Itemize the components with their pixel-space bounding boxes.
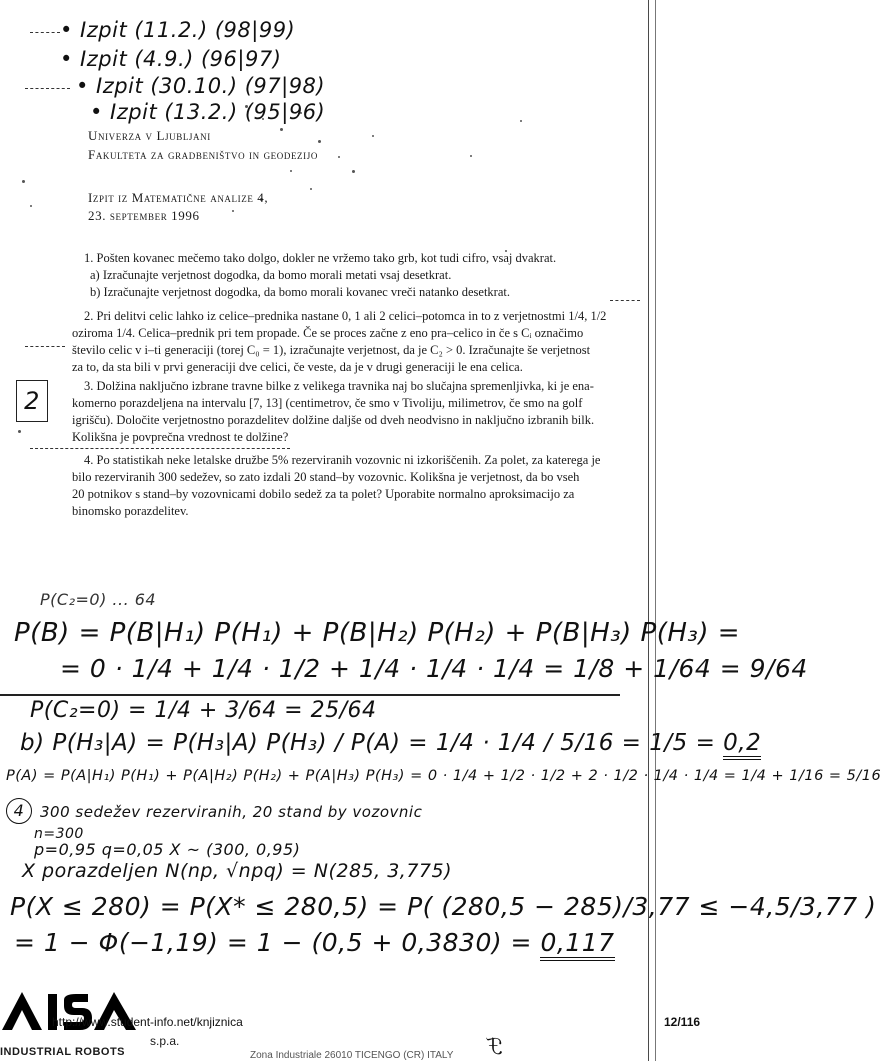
solution-final-step: = 1 − Φ(−1,19) = 1 − (0,5 + 0,3830) = xyxy=(14,928,532,957)
faculty-name: Fakulteta za gradbeništvo in geodezijo xyxy=(88,147,318,162)
scribble-mark xyxy=(30,448,290,449)
scribble-mark xyxy=(30,32,60,33)
problem-line: 2. Pri delitvi celic lahko iz celice–prednika nastane 0, 1 ali 2 celici–potomca in to z verjetnostmi 1/4, 1/2 xyxy=(84,309,607,323)
problem-line: b) Izračunajte verjetnost dogodka, da bomo morali kovanec vreči natanko desetkrat. xyxy=(90,285,510,299)
final-answer-4: 0,117 xyxy=(540,928,614,961)
solution-line: 300 sedežev rezerviranih, 20 stand by vozovnic xyxy=(40,803,423,821)
exam-note-3: • Izpit (30.10.) (97|98) xyxy=(76,74,326,98)
divider-line xyxy=(0,694,620,696)
exam-note-4: • Izpit (13.2.) (95|96) xyxy=(90,100,326,124)
solution-line: P(C₂=0) = 1/4 + 3/64 = 25/64 xyxy=(30,698,377,723)
problem-line: Kolikšna je povprečna vrednost te dolžine? xyxy=(72,430,289,444)
exam-title: Izpit iz Matematične analize 4, xyxy=(88,190,269,205)
problem-line: bilo rezerviranih 300 sedežev, so zato izdali 20 stand–by vozovnic. Kolikšna je verjetnost, da bo vseh xyxy=(72,470,580,484)
problem-line: za to, da sta bili v prvi generaciji dve celici, če veste, da je v drugi generaciji le ena celica. xyxy=(72,360,523,374)
margin-note-box: 2 xyxy=(16,380,48,422)
library-link[interactable]: http://www.student-info.net/knjiznica xyxy=(52,1015,243,1029)
solution-line: P(X ≤ 280) = P(X* ≤ 280,5) = P( (280,5 − 285)/3,77 ≤ −4,5/3,77 ) xyxy=(10,892,877,921)
solution-line: P(A) = P(A|H₁) P(H₁) + P(A|H₂) P(H₂) + P(A|H₃) P(H₃) = 0 · 1/4 + 1/2 · 1/2 + 2 · 1/2 · 1/4 · 1/4 = 1/4 + 1/16 = 5/16 xyxy=(6,768,881,784)
company-suffix: s.p.a. xyxy=(150,1034,180,1048)
problem-line: binomsko porazdelitev. xyxy=(72,504,189,518)
solution-line xyxy=(14,928,615,957)
problem-line: komerno porazdeljena na intervalu [7, 13] (centimetrov, če smo v Tivoliju, milimetrov, če smo na golf xyxy=(72,396,583,410)
company-tag: INDUSTRIAL ROBOTS xyxy=(0,1046,126,1058)
scribble-mark xyxy=(25,346,65,347)
scribble-mark xyxy=(610,300,640,301)
problem-line: oziroma 1/4. Celica–prednik pri tem propade. Če se proces začne z eno pra–celico in če s Cᵢ označimo xyxy=(72,326,584,340)
signature-scribble: ℱ xyxy=(485,1035,503,1060)
problem-line: 1. Pošten kovanec mečemo tako dolgo, dokler ne vržemo tako grb, kot tudi cifro, vsaj dvakrat. xyxy=(84,251,557,265)
problem-line: 4. Po statistikah neke letalske družbe 5% rezerviranih vozovnic ni izkoriščenih. Za polet, za katerega je xyxy=(84,453,601,467)
exam-note-1: • Izpit (11.2.) (98|99) xyxy=(60,18,296,42)
circled-problem-number: 4 xyxy=(6,798,32,824)
solution-line: n=300 xyxy=(34,826,84,842)
solution-line: = 0 · 1/4 + 1/4 · 1/2 + 1/4 · 1/4 · 1/4 = 1/8 + 1/64 = 9/64 xyxy=(60,654,808,683)
university-name: Univerza v Ljubljani xyxy=(88,128,211,143)
problem-line: 3. Dolžina naključno izbrane travne bilke z velikega travnika naj bo slučajna spremenljivka, ki je ena- xyxy=(84,379,594,393)
exam-note-2: • Izpit (4.9.) (96|97) xyxy=(60,47,282,71)
solution-line: X porazdeljen N(np, √npq) = N(285, 3,775) xyxy=(22,860,453,882)
solution-cut-line: P(C₂=0) ... 64 xyxy=(40,590,157,609)
exam-date: 23. september 1996 xyxy=(88,208,200,223)
page-counter: 12/116 xyxy=(664,1015,701,1029)
solution-part-b: b) P(H₃|A) = P(H₃|A) P(H₃) / P(A) = 1/4 · 1/4 / 5/16 = 1/5 = xyxy=(20,730,716,756)
problem-line: a) Izračunajte verjetnost dogodka, da bomo morali metati vsaj desetkrat. xyxy=(90,268,452,282)
problem-line: 20 potnikov s stand–by vozovnicami dobilo sedež za ta polet? Uporabite normalno aproksimacijo za xyxy=(72,487,575,501)
scribble-mark xyxy=(25,88,70,89)
problem-line: igrišču). Določite verjetnostno porazdelitev dolžine daljše od dveh neodvisno in naključno izbranih bilk. xyxy=(72,413,595,427)
company-address: Zona Industriale 26010 TICENGO (CR) ITALY xyxy=(250,1050,454,1061)
final-answer-b: 0,2 xyxy=(723,730,761,760)
solution-line: P(B) = P(B|H₁) P(H₁) + P(B|H₂) P(H₂) + P(B|H₃) P(H₃) = xyxy=(14,618,741,648)
problem-line: število celic v i–ti generaciji (torej C₀ = 1), izračunajte verjetnost, da je C₂ > 0. Izračunajte še verjetnost xyxy=(72,343,591,357)
solution-line: p=0,95 q=0,05 X ~ (300, 0,95) xyxy=(34,840,301,859)
solution-line xyxy=(20,730,761,756)
